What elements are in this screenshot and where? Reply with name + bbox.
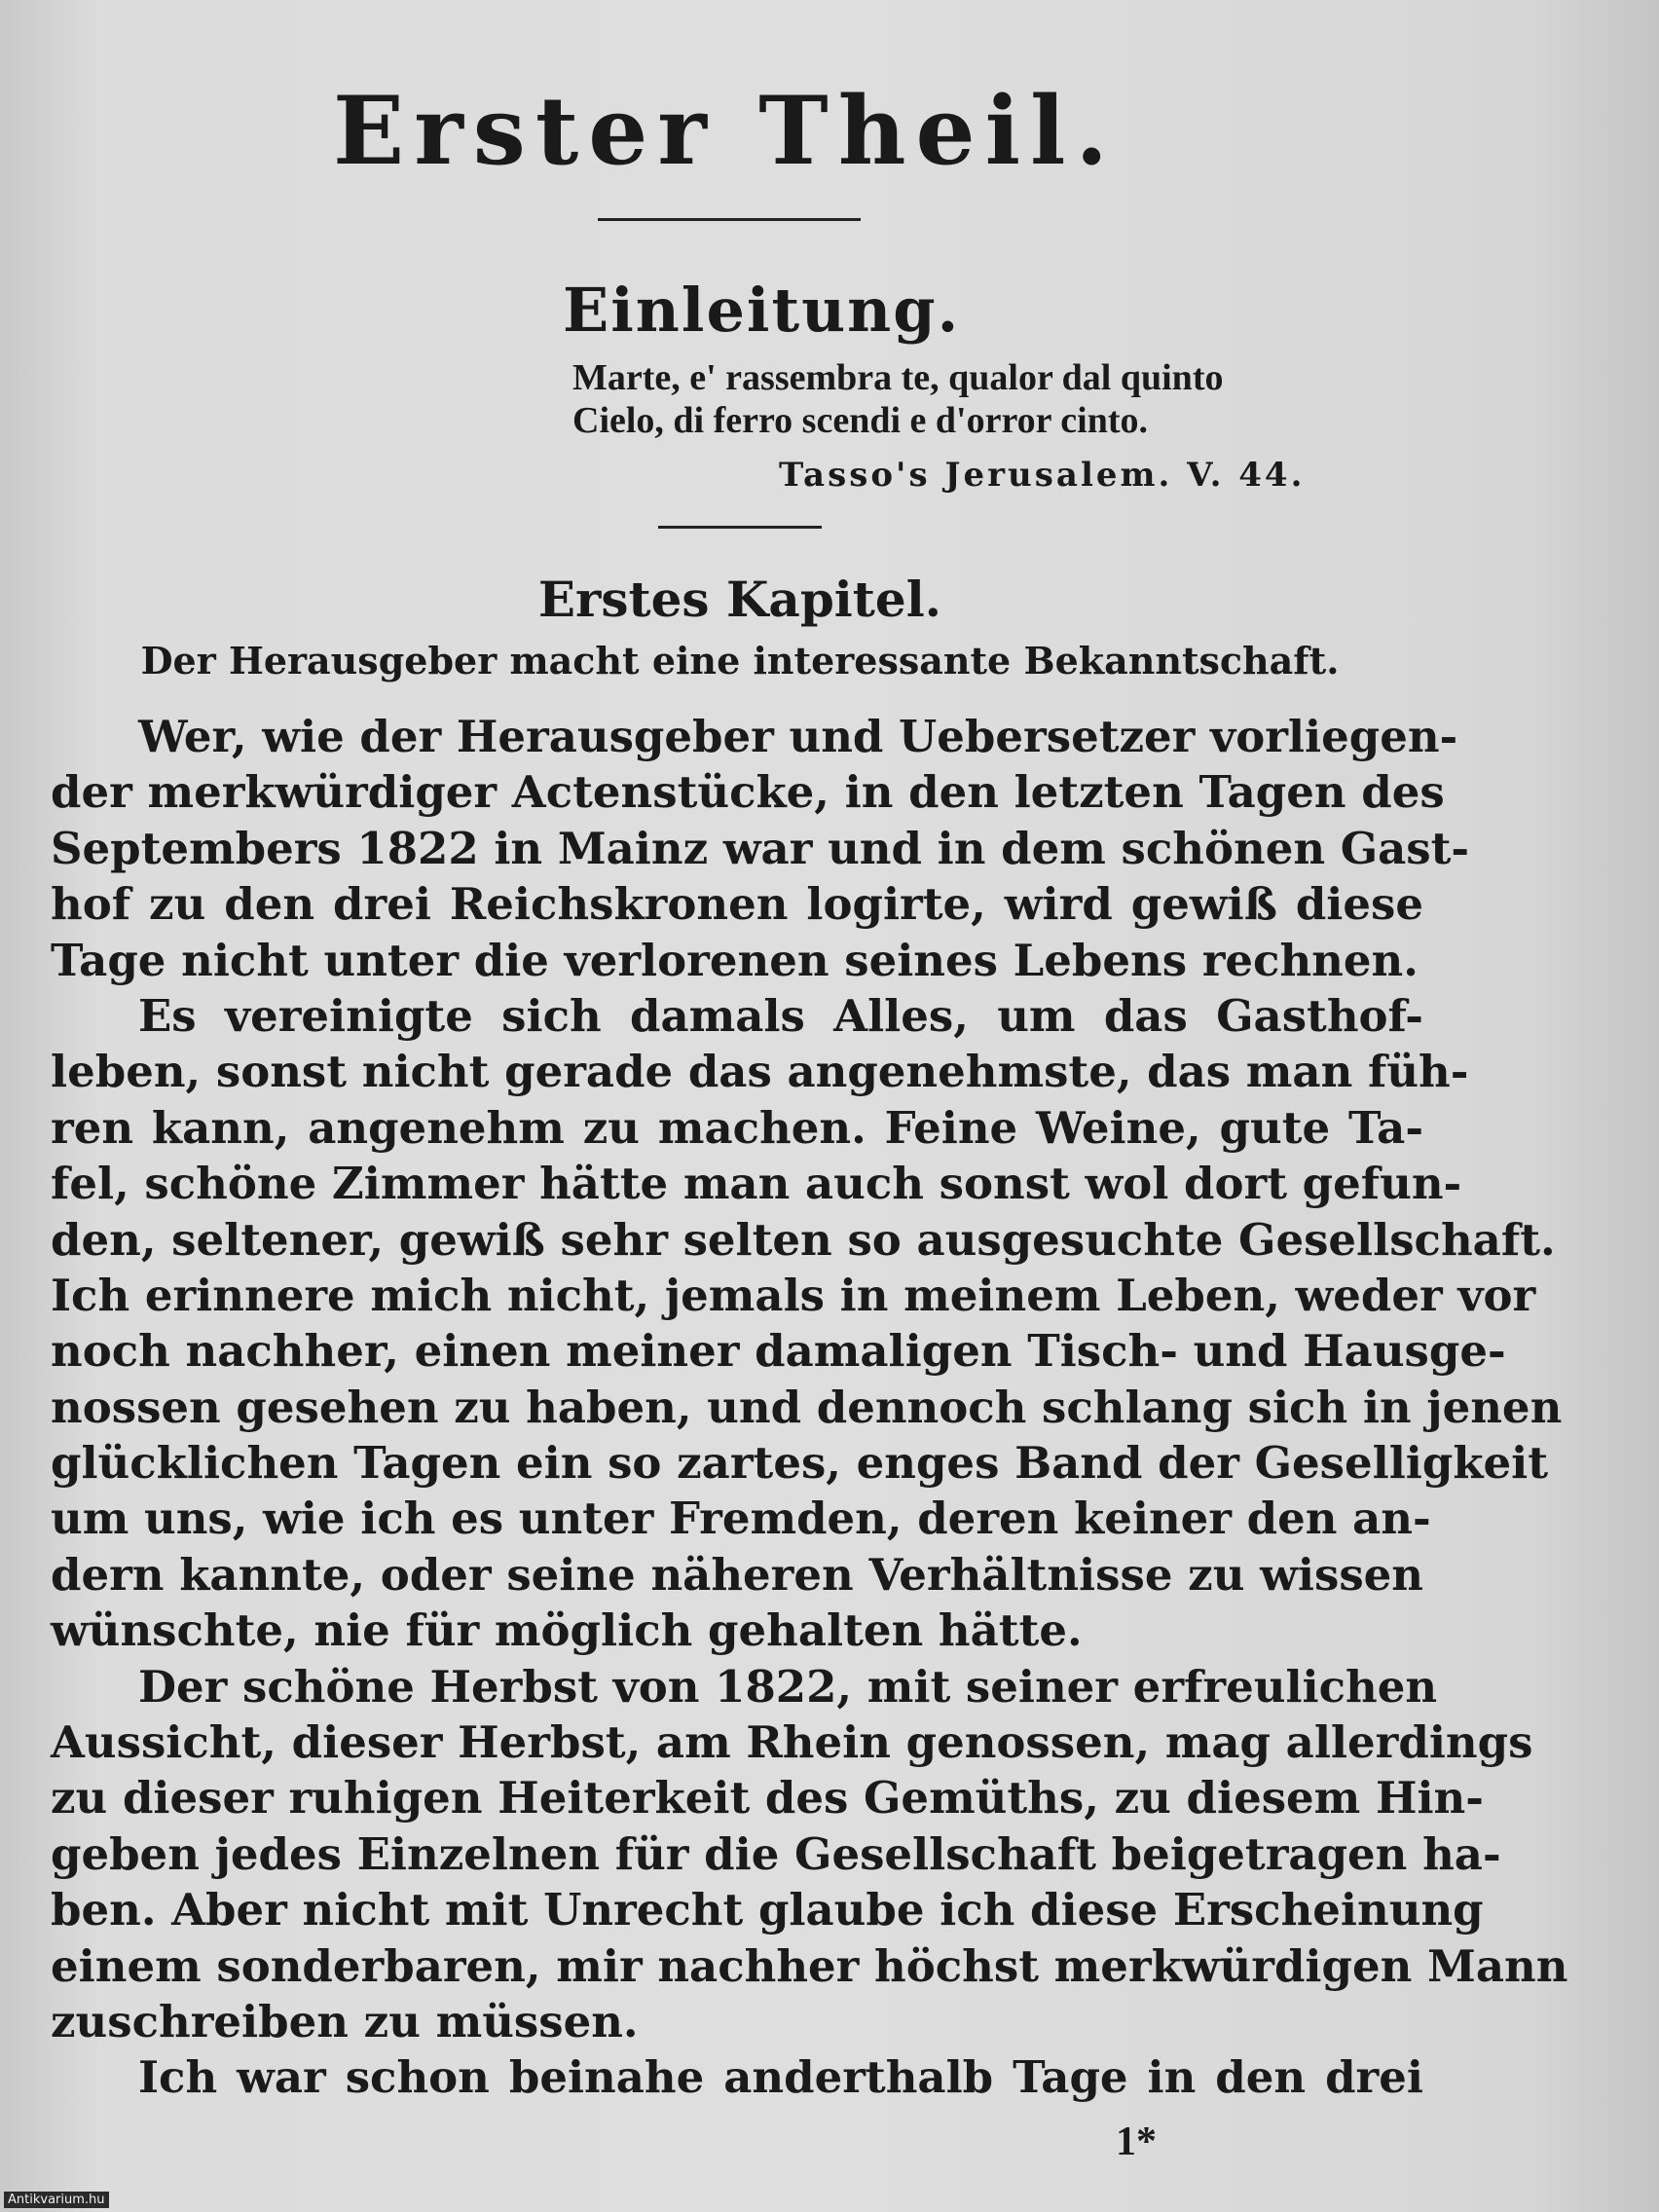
text-line: zu dieser ruhigen Heiterkeit des Gemüths, zu diesem Hin- [51,1772,1484,1825]
text-line: glücklichen Tagen ein so zartes, enges Band der Geselligkeit [51,1437,1549,1490]
text-line: ren kann, angenehm zu machen. Feine Weine, gute Ta- [51,1101,1423,1154]
text-line: Aussicht, dieser Herbst, am Rhein genossen, mag allerdings [51,1716,1533,1769]
text-line: leben, sonst nicht gerade das angenehmste, das man füh- [51,1046,1469,1098]
text-line: fel, schöne Zimmer hätte man auch sonst wol dort gefun- [51,1158,1462,1210]
introduction-title: Einleitung. [563,275,961,346]
divider-rule [598,218,861,221]
text-line: geben jedes Einzelnen für die Gesellschaft beigetragen ha- [51,1827,1501,1880]
text-line: ben. Aber nicht mit Unrecht glaube ich diese Erscheinung [51,1884,1484,1936]
page-number: 1* [1116,2120,1157,2164]
text-line: nossen gesehen zu haben, und dennoch schlang sich in jenen [51,1381,1563,1433]
chapter-title: Erstes Kapitel. [537,571,942,628]
text-line: zuschreiben zu müssen. [51,1995,639,2047]
text-line: Der schöne Herbst von 1822, mit seiner erfreulichen [138,1660,1438,1713]
text-line: einem sonderbaren, mir nachher höchst merkwürdigen Mann [51,1939,1568,1992]
text-line: Ich war schon beinahe anderthalb Tage in den drei [138,2051,1423,2104]
text-line: Es vereinigte sich damals Alles, um das Gasthof- [138,989,1423,1042]
body-text [51,709,1568,2106]
text-line: Septembers 1822 in Mainz war und in dem schönen Gast- [51,822,1470,874]
part-title: Erster Theil. [333,76,1118,186]
chapter-subtitle: Der Herausgeber macht eine interessante Bekanntschaft. [140,639,1340,682]
text-line: wünschte, nie für möglich gehalten hätte. [51,1604,1083,1657]
text-line: Ich erinnere mich nicht, jemals in meinem Leben, weder vor [51,1269,1536,1321]
text-line: hof zu den drei Reichskronen logirte, wird gewiß diese [51,878,1423,931]
watermark-label: Antikvarium.hu [4,2192,109,2208]
text-line: den, seltener, gewiß sehr selten so ausgesuchte Gesellschaft. [51,1213,1556,1266]
epigraph [572,356,1223,442]
epigraph-line: Cielo, di ferro scendi e d'orror cinto. [572,400,1149,441]
text-line: um uns, wie ich es unter Fremden, deren keiner den an- [51,1493,1431,1545]
epigraph-line: Marte, e' rassembra te, qualor dal quinto [572,357,1224,398]
text-line: der merkwürdiger Actenstücke, in den letzten Tagen des [51,766,1445,819]
text-line: Tage nicht unter die verlorenen seines Lebens rechnen. [51,934,1419,986]
epigraph-source: Tasso's Jerusalem. V. 44. [779,456,1306,495]
divider-rule [658,526,822,529]
text-line: noch nachher, einen meiner damaligen Tisch- und Hausge- [51,1325,1506,1378]
text-line: Wer, wie der Herausgeber und Uebersetzer vorliegen- [138,711,1458,762]
text-line: dern kannte, oder seine näheren Verhältnisse zu wissen [51,1548,1423,1601]
